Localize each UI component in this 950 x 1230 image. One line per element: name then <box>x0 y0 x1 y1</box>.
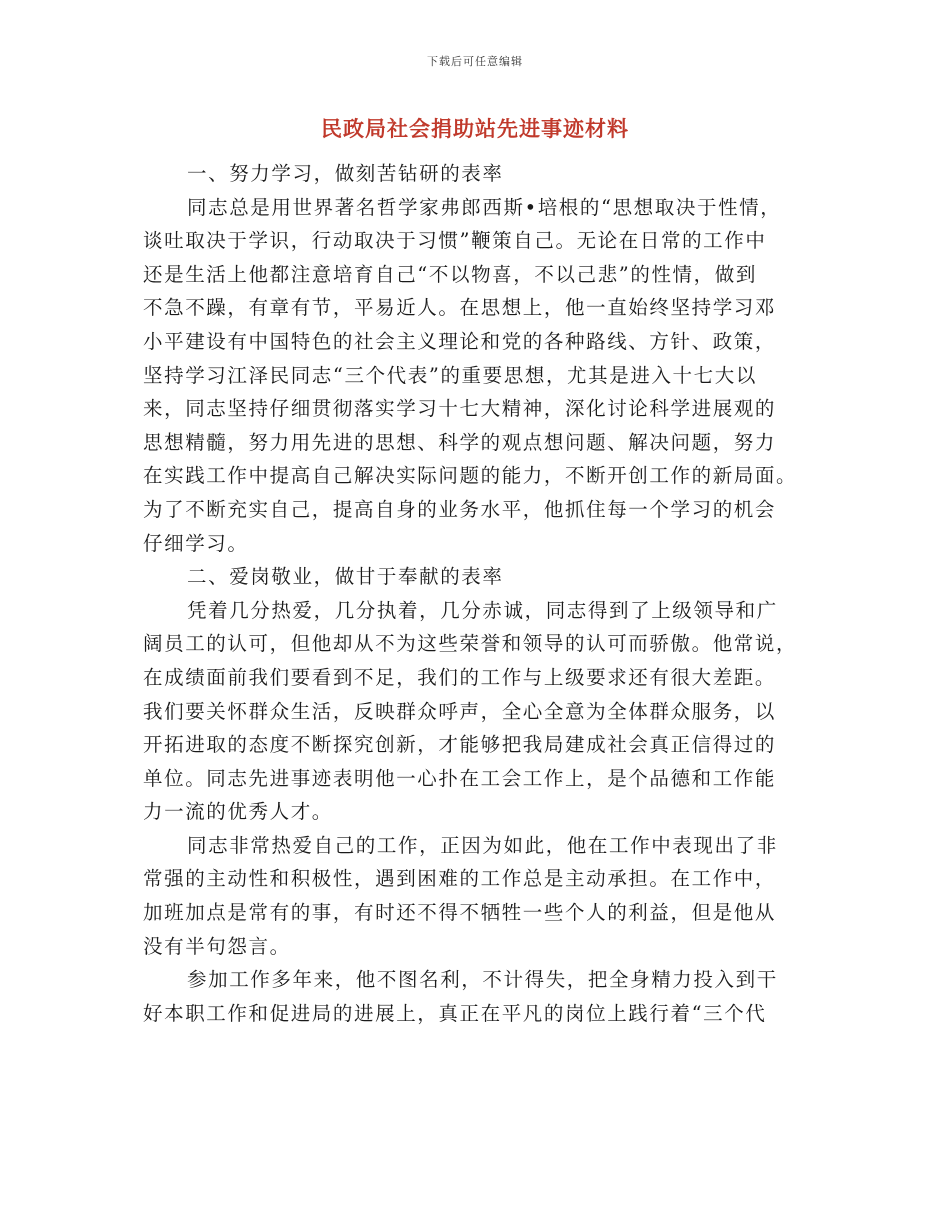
paragraph-line: 加班加点是常有的事，有时还不得不牺牲一些个人的利益，但是他从 <box>143 901 777 925</box>
paragraph-line: 小平建设有中国特色的社会主义理论和党的各种路线、方针、政策， <box>143 329 777 353</box>
header-note: 下载后可任意编辑 <box>427 55 523 68</box>
paragraph-first-line: 二、爱岗敬业，做甘于奉献的表率 <box>187 565 504 589</box>
paragraph-line: 单位。同志先进事迹表明他一心扑在工会工作上，是个品德和工作能 <box>143 766 777 790</box>
paragraph-line: 来，同志坚持仔细贯彻落实学习十七大精神，深化讨论科学进展观的 <box>143 397 777 421</box>
paragraph-line: 不急不躁，有章有节，平易近人。在思想上，他一直始终坚持学习邓 <box>143 296 777 320</box>
paragraph-line: 仔细学习。 <box>143 531 249 555</box>
paragraph-line: 还是生活上他都注意培育自己“不以物喜，不以己悲”的性情，做到 <box>143 262 757 286</box>
paragraph-line: 我们要关怀群众生活，反映群众呼声，全心全意为全体群众服务，以 <box>143 699 777 723</box>
paragraph-line: 谈吐取决于学识，行动取决于习惯”鞭策自己。无论在日常的工作中 <box>143 229 767 253</box>
paragraph-line: 开拓进取的态度不断探究创新，才能够把我局建成社会真正信得过的 <box>143 733 777 757</box>
paragraph-first-line: 参加工作多年来，他不图名利，不计得失，把全身精力投入到干 <box>187 968 778 992</box>
paragraph-first-line: 同志非常热爱自己的工作，正因为如此，他在工作中表现出了非 <box>187 833 778 857</box>
paragraph-line: 思想精髓，努力用先进的思想、科学的观点想问题、解决问题，努力 <box>143 430 777 454</box>
paragraph-line: 为了不断充实自己，提高自身的业务水平，他抓住每一个学习的机会 <box>143 497 777 521</box>
paragraph-line: 常强的主动性和积极性，遇到困难的工作总是主动承担。在工作中， <box>143 867 777 891</box>
paragraph-line: 在成绩面前我们要看到不足，我们的工作与上级要求还有很大差距。 <box>143 665 777 689</box>
paragraph-line: 好本职工作和促进局的进展上，真正在平凡的岗位上践行着“三个代 <box>143 1001 767 1025</box>
paragraph-line: 阔员工的认可，但他却从不为这些荣誉和领导的认可而骄傲。他常说， <box>143 632 798 656</box>
paragraph-line: 在实践工作中提高自己解决实际问题的能力，不断开创工作的新局面。 <box>143 464 798 488</box>
paragraph-first-line: 同志总是用世界著名哲学家弗郎西斯•培根的“思想取决于性情， <box>187 195 782 219</box>
paragraph-line: 没有半句怨言。 <box>143 934 291 958</box>
paragraph-first-line: 凭着几分热爱，几分执着，几分赤诚，同志得到了上级领导和广 <box>187 598 778 622</box>
document-body <box>143 157 811 1030</box>
paragraph-first-line: 一、努力学习，做刻苦钻研的表率 <box>187 162 504 185</box>
paragraph-line: 坚持学习江泽民同志“三个代表”的重要思想，尤其是进入十七大以 <box>143 363 757 387</box>
document-title: 民政局社会捐助站先进事迹材料 <box>321 116 629 141</box>
paragraph-line: 力一流的优秀人才。 <box>143 800 333 824</box>
